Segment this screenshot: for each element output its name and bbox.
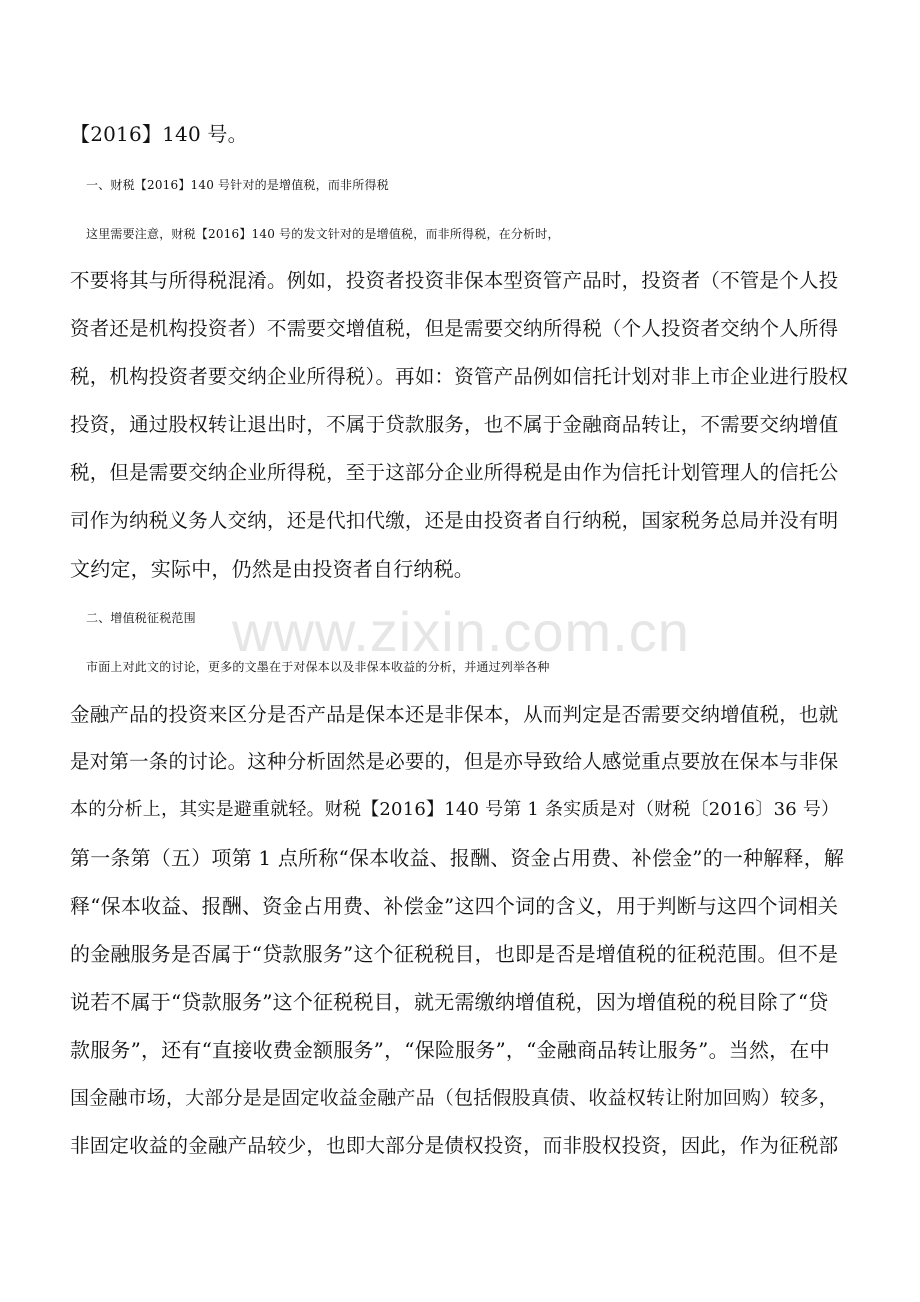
text-line: 款服务”，还有“直接收费金额服务”，“保险服务”，“金融商品转让服务”。当然，在中	[70, 1038, 830, 1062]
text-line: 税，机构投资者要交纳企业所得税）。再如：资管产品例如信托计划对非上市企业进行股权	[70, 365, 849, 388]
text-line: 市面上对此文的讨论，更多的文墨在于对保本以及非保本收益的分析，并通过列举各种	[86, 660, 550, 674]
text-line: 金融产品的投资来区分是否产品是保本还是非保本，从而判定是否需要交纳增值税，也就	[70, 703, 839, 726]
text-line: 资者还是机构投资者）不需要交增值税，但是需要交纳所得税（个人投资者交纳个人所得	[70, 317, 839, 340]
text-line: 是对第一条的讨论。这种分析固然是必要的，但是亦导致给人感觉重点要放在保本与非保	[70, 750, 839, 773]
watermark: www.zixin.com.cn	[232, 600, 690, 663]
section-heading-1: 一、财税【2016】140 号针对的是增值税，而非所得税	[86, 178, 389, 192]
text-line: 司作为纳税义务人交纳，还是代扣代缴，还是由投资者自行纳税，国家税务总局并没有明	[70, 509, 839, 532]
text-line: 国金融市场，大部分是是固定收益金融产品（包括假股真债、收益权转让附加回购）较多，	[70, 1087, 839, 1109]
text-line: 第一条第（五）项第 1 点所称“保本收益、报酬、资金占用费、补偿金”的一种解释，解	[70, 846, 845, 870]
text-line: 不要将其与所得税混淆。例如，投资者投资非保本型资管产品时，投资者（不管是个人投	[70, 269, 839, 292]
section-heading-2: 二、增值税征税范围	[86, 611, 196, 625]
text-line: 【2016】140 号。	[70, 122, 248, 146]
text-line: 非固定收益的金融产品较少，也即大部分是债权投资，而非股权投资，因此，作为征税部	[70, 1134, 839, 1157]
text-line: 这里需要注意，财税【2016】140 号的发文针对的是增值税，而非所得税，在分析时，	[86, 227, 560, 241]
text-line: 本的分析上，其实是避重就轻。财税【2016】140 号第 1 条实质是对（财税〔2016〕36 号）	[70, 799, 840, 820]
text-line: 释“保本收益、报酬、资金占用费、补偿金”这四个词的含义，用于判断与这四个词相关	[70, 894, 839, 918]
text-line: 的金融服务是否属于“贷款服务”这个征税税目，也即是否是增值税的征税范围。但不是	[70, 942, 839, 966]
text-line: 投资，通过股权转让退出时，不属于贷款服务，也不属于金融商品转让，不需要交纳增值	[70, 413, 839, 436]
text-line: 说若不属于“贷款服务”这个征税税目，就无需缴纳增值税，因为增值税的税目除了“贷	[70, 990, 829, 1014]
text-line: 文约定，实际中，仍然是由投资者自行纳税。	[70, 557, 474, 581]
text-line: 税，但是需要交纳企业所得税，至于这部分企业所得税是由作为信托计划管理人的信托公	[70, 461, 839, 484]
